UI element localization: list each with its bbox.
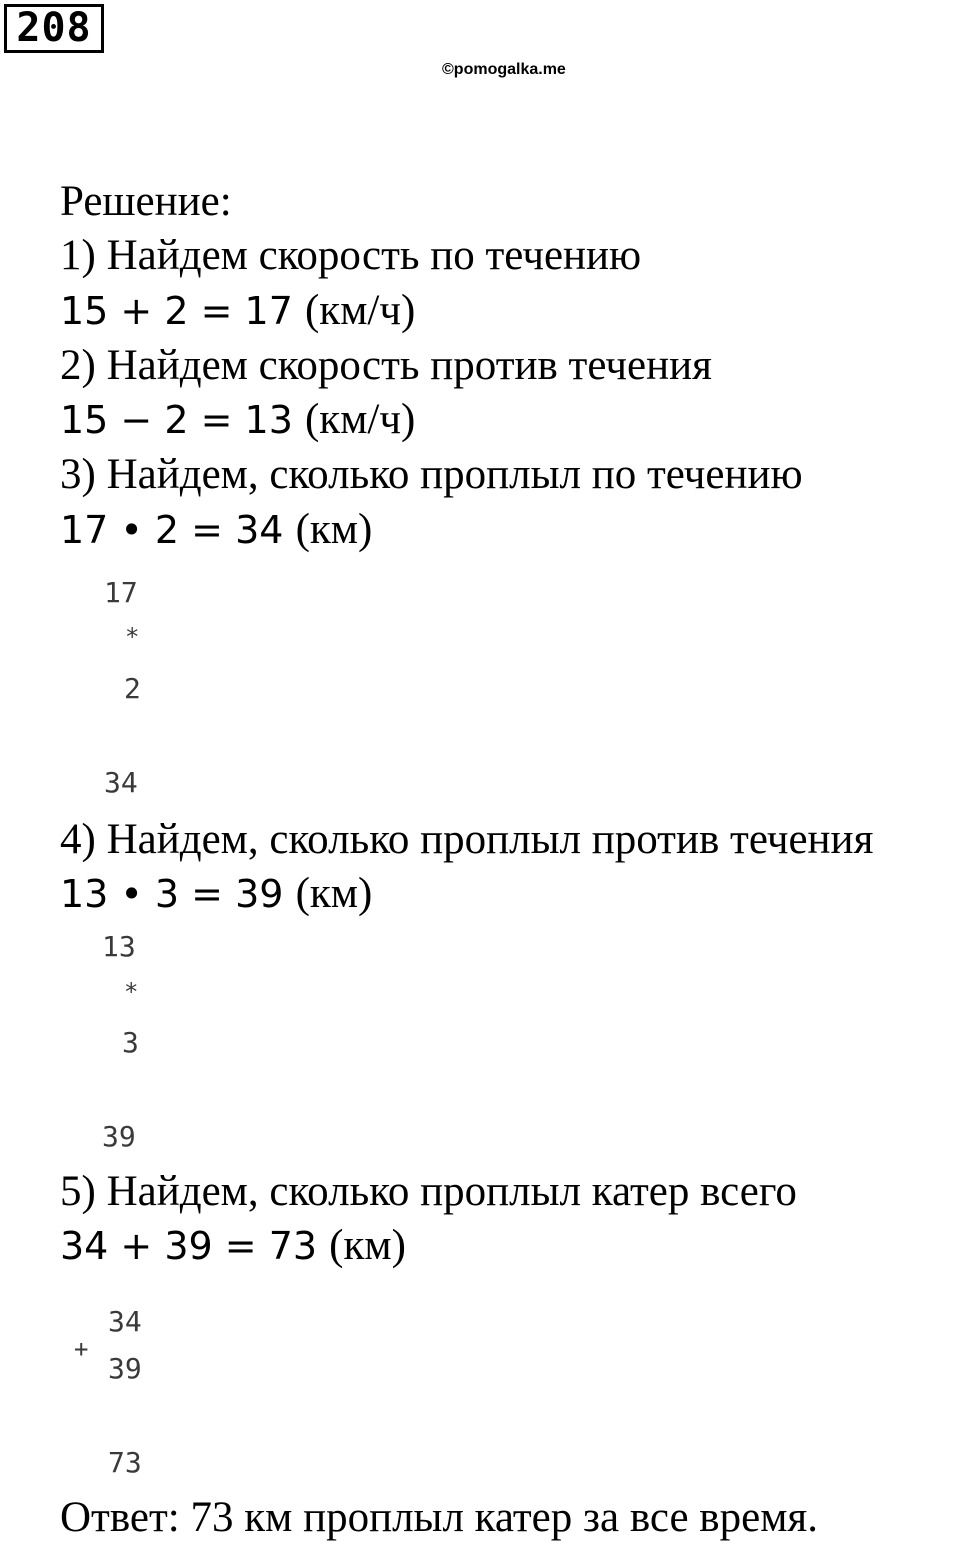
task-number: 208	[4, 4, 104, 53]
step-4-unit: (км)	[295, 870, 373, 917]
step-3-equation	[60, 504, 372, 556]
step-3-column-operator: *	[125, 623, 140, 651]
step-4-equation	[60, 868, 372, 920]
step-3-column-bottom: 2	[124, 672, 141, 705]
step-3-title: 3) Найдем, сколько проплыл по течению	[60, 451, 803, 498]
step-5-expression: 34 + 39 = 73	[60, 1224, 318, 1268]
step-5-column-bottom: 39	[108, 1352, 142, 1385]
step-4-column-bottom: 3	[122, 1026, 139, 1059]
solution-heading: Решение:	[60, 178, 232, 225]
watermark: ©pomogalka.me	[442, 61, 566, 78]
step-5-unit: (км)	[329, 1222, 406, 1269]
step-2-unit: (км/ч)	[304, 396, 416, 443]
step-4-column-operator: *	[124, 978, 139, 1006]
step-3-unit: (км)	[295, 506, 373, 553]
step-5-title: 5) Найдем, сколько проплыл катер всего	[60, 1168, 797, 1215]
step-1-expression: 15 + 2 = 17	[60, 289, 293, 333]
step-2-title: 2) Найдем скорость против течения	[60, 342, 712, 389]
step-2-equation	[60, 394, 415, 446]
step-4-title: 4) Найдем, сколько проплыл против течения	[60, 816, 874, 863]
step-2-expression: 15 − 2 = 13	[60, 398, 293, 442]
step-1-title: 1) Найдем скорость по течению	[60, 232, 642, 279]
step-5-column-result: 73	[108, 1446, 142, 1479]
step-3-column-result: 34	[104, 766, 138, 799]
answer-line: Ответ: 73 км проплыл катер за все время.	[60, 1494, 818, 1541]
step-5-column-top: 34	[108, 1305, 142, 1338]
step-1-unit: (км/ч)	[304, 287, 416, 334]
step-5-equation	[60, 1220, 406, 1272]
step-4-column-result: 39	[102, 1120, 136, 1153]
step-4-expression: 13 • 3 = 39	[60, 872, 284, 916]
step-1-equation	[60, 285, 415, 337]
step-4-column-top: 13	[102, 930, 136, 963]
step-5-column-operator: +	[74, 1335, 89, 1363]
step-3-expression: 17 • 2 = 34	[60, 508, 284, 552]
step-3-column-top: 17	[104, 576, 138, 609]
